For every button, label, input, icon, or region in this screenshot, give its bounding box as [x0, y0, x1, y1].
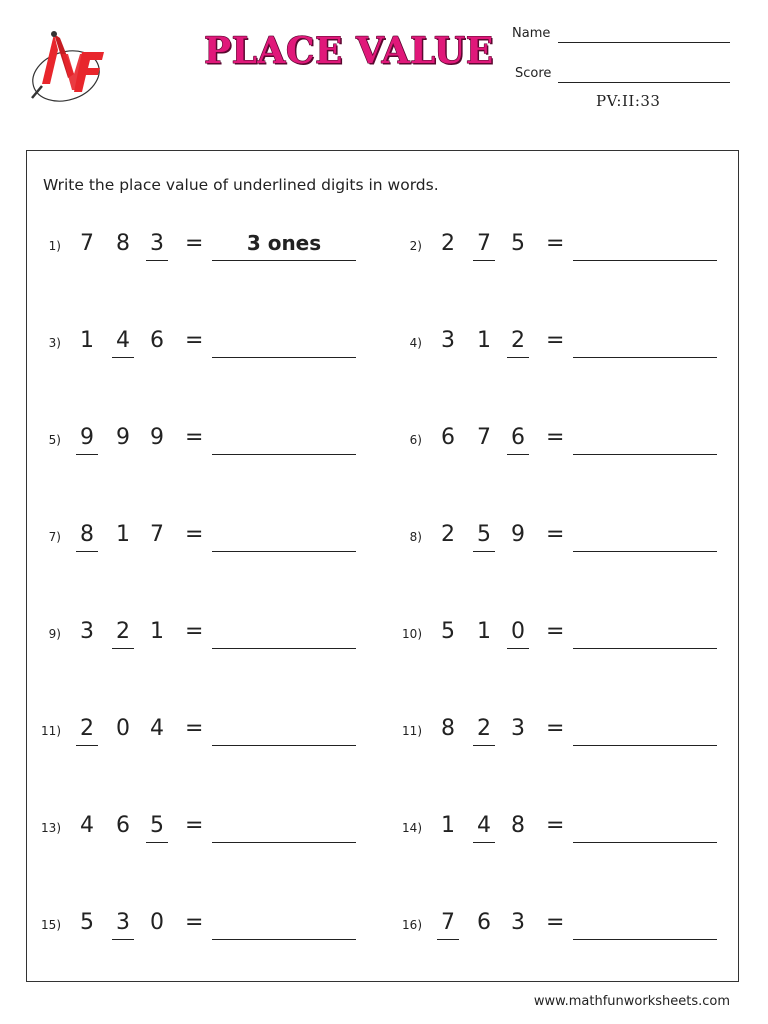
- problem-item: [388, 326, 748, 366]
- underlined-digit: 2: [111, 617, 135, 647]
- digit: 1: [150, 619, 164, 644]
- mathfun-logo: [28, 13, 108, 104]
- problem-number: 13): [41, 821, 61, 835]
- answer-blank[interactable]: [212, 811, 356, 843]
- problem-number: 8): [409, 530, 422, 544]
- digit: 3: [80, 619, 94, 644]
- problem-number: 6): [409, 433, 422, 447]
- underlined-digit: 8: [75, 520, 99, 550]
- problem-number: 9): [48, 627, 61, 641]
- underlined-digit: 0: [506, 617, 530, 647]
- digit: 1: [477, 328, 491, 353]
- digit: 3: [511, 910, 525, 935]
- problem-item: [27, 229, 387, 269]
- underlined-digit: 2: [472, 714, 496, 744]
- problem-item: [27, 326, 387, 366]
- answer-blank[interactable]: [212, 908, 356, 940]
- digit: 7: [80, 231, 94, 256]
- equals-sign: =: [185, 425, 204, 450]
- digit: 8: [441, 716, 455, 741]
- digit: 5: [511, 231, 525, 256]
- problem-item: [27, 617, 387, 657]
- problem-item: [27, 423, 387, 463]
- digit: 8: [116, 231, 130, 256]
- logo-text: MF: [28, 13, 52, 32]
- problem-number: 3): [48, 336, 61, 350]
- name-field[interactable]: [558, 42, 730, 43]
- problem-item: [388, 229, 748, 269]
- digit: 1: [80, 328, 94, 353]
- answer-blank[interactable]: [212, 617, 356, 649]
- problem-number: 5): [48, 433, 61, 447]
- answer-blank[interactable]: [212, 423, 356, 455]
- problem-item: [388, 811, 748, 851]
- answer-blank[interactable]: [573, 617, 717, 649]
- problem-item: [388, 520, 748, 560]
- underlined-digit: 4: [472, 811, 496, 841]
- digit: 9: [150, 425, 164, 450]
- problem-number: 7): [48, 530, 61, 544]
- problem-number: 15): [41, 918, 61, 932]
- equals-sign: =: [185, 328, 204, 353]
- equals-sign: =: [546, 813, 565, 838]
- digit: 7: [150, 522, 164, 547]
- answer-blank[interactable]: [573, 229, 717, 261]
- footer-url: www.mathfunworksheets.com: [533, 994, 730, 1009]
- answer-blank[interactable]: [573, 908, 717, 940]
- page-title: PLACE VALUE: [204, 30, 494, 72]
- instructions: Write the place value of underlined digits in words.: [43, 176, 439, 194]
- digit: 6: [116, 813, 130, 838]
- digit: 2: [441, 231, 455, 256]
- problem-item: [388, 423, 748, 463]
- problem-number: 16): [402, 918, 422, 932]
- digit: 6: [477, 910, 491, 935]
- problem-number: 1): [48, 239, 61, 253]
- problem-number: 4): [409, 336, 422, 350]
- answer-blank[interactable]: [212, 520, 356, 552]
- problem-number: 14): [402, 821, 422, 835]
- equals-sign: =: [185, 522, 204, 547]
- answer-blank[interactable]: [212, 326, 356, 358]
- underlined-digit: 6: [506, 423, 530, 453]
- score-field[interactable]: [558, 82, 730, 83]
- equals-sign: =: [546, 522, 565, 547]
- problem-item: [388, 617, 748, 657]
- answer-blank[interactable]: [573, 811, 717, 843]
- problem-item: [27, 714, 387, 754]
- digit: 0: [150, 910, 164, 935]
- equals-sign: =: [185, 910, 204, 935]
- problem-number: 2): [409, 239, 422, 253]
- worksheet-code: PV:II:33: [596, 92, 661, 110]
- underlined-digit: 7: [436, 908, 460, 938]
- digit: 1: [477, 619, 491, 644]
- digit: 0: [116, 716, 130, 741]
- equals-sign: =: [546, 716, 565, 741]
- digit: 1: [116, 522, 130, 547]
- underlined-digit: 7: [472, 229, 496, 259]
- underlined-digit: 3: [111, 908, 135, 938]
- underlined-digit: 2: [75, 714, 99, 744]
- problem-number: 11): [402, 724, 422, 738]
- answer-blank[interactable]: [573, 423, 717, 455]
- underlined-digit: 3: [145, 229, 169, 259]
- digit: 8: [511, 813, 525, 838]
- answer-blank[interactable]: [573, 714, 717, 746]
- underlined-digit: 5: [472, 520, 496, 550]
- answer-blank[interactable]: [573, 326, 717, 358]
- equals-sign: =: [546, 910, 565, 935]
- digit: 7: [477, 425, 491, 450]
- underlined-digit: 2: [506, 326, 530, 356]
- underlined-digit: 9: [75, 423, 99, 453]
- problem-item: [388, 908, 748, 948]
- digit: 6: [150, 328, 164, 353]
- answer-blank[interactable]: 3 ones: [212, 229, 356, 261]
- digit: 6: [441, 425, 455, 450]
- equals-sign: =: [185, 716, 204, 741]
- equals-sign: =: [546, 619, 565, 644]
- digit: 9: [511, 522, 525, 547]
- digit: 5: [441, 619, 455, 644]
- underlined-digit: 4: [111, 326, 135, 356]
- worksheet-box: [26, 150, 739, 982]
- name-label: Name: [512, 26, 551, 41]
- answer-blank[interactable]: [573, 520, 717, 552]
- equals-sign: =: [185, 231, 204, 256]
- equals-sign: =: [185, 619, 204, 644]
- digit: 2: [441, 522, 455, 547]
- problem-item: [388, 714, 748, 754]
- answer-blank[interactable]: [212, 714, 356, 746]
- score-label: Score: [515, 66, 552, 81]
- digit: 9: [116, 425, 130, 450]
- digit: 4: [80, 813, 94, 838]
- underlined-digit: 5: [145, 811, 169, 841]
- problem-item: [27, 908, 387, 948]
- problem-item: [27, 520, 387, 560]
- equals-sign: =: [546, 425, 565, 450]
- digit: 5: [80, 910, 94, 935]
- digit: 4: [150, 716, 164, 741]
- equals-sign: =: [546, 328, 565, 353]
- digit: 3: [441, 328, 455, 353]
- equals-sign: =: [185, 813, 204, 838]
- problem-number: 10): [402, 627, 422, 641]
- problem-number: 11): [41, 724, 61, 738]
- digit: 1: [441, 813, 455, 838]
- equals-sign: =: [546, 231, 565, 256]
- problem-item: [27, 811, 387, 851]
- digit: 3: [511, 716, 525, 741]
